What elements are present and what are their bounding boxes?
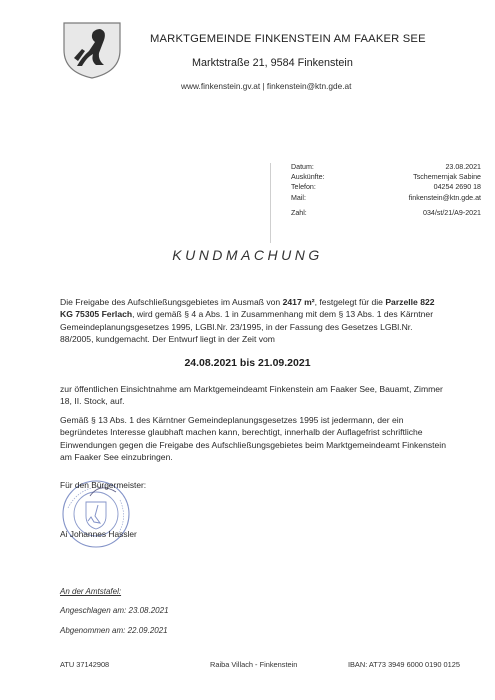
- meta-value: finkenstein@ktn.gde.at: [408, 194, 481, 202]
- inspection-paragraph: zur öffentlichen Einsichtnahme am Marktgemeindeamt Finkenstein am Faaker See, Bauamt, Zimmer 18, II. Stock, auf.: [60, 384, 443, 407]
- objection-paragraph: Gemäß § 13 Abs. 1 des Kärntner Gemeindeplanungsgesetzes 1995 ist jedermann, der ein begründetes Interesse glaubhaft machen kann, berechtigt, innerhalb der Auflagefrist schriftliche Einwendungen gegen die Freigabe des Aufschließungsgebietes beim Marktgemeindeamt Finkenstein am Faaker See einzubringen.: [60, 415, 447, 463]
- municipality-address: Marktstraße 21, 9584 Finkenstein: [192, 57, 353, 69]
- signatory-name: Ai Johannes Hassler: [60, 529, 137, 539]
- announcement-paragraph: [60, 296, 448, 346]
- bank-name: Raiba Villach - Finkenstein: [210, 660, 298, 669]
- area-value: 2417 m²: [282, 297, 315, 307]
- meta-key: Datum:: [291, 163, 314, 171]
- paragraph-text: , wird gemäß § 4 a Abs. 1 in Zusammenhang mit dem § 13 Abs. 1 des Kärntner Gemeindeplanungsgesetzes 1995, LGBl.Nr. 23/1995, in der Fassung des Gesetzes LGBl.Nr. 88/2005, kundgemacht. Der Entwurf liegt in der Zeit vom: [60, 309, 434, 345]
- signature-label: Für den Bürgermeister:: [60, 480, 147, 490]
- meta-key: Mail:: [291, 194, 306, 202]
- meta-value: 23.08.2021: [445, 163, 481, 171]
- paragraph-text: , festgelegt für die: [314, 297, 386, 307]
- display-period: 24.08.2021 bis 21.09.2021: [184, 357, 311, 369]
- vat-number: ATU 37142908: [60, 660, 110, 669]
- meta-value: Tschemernjak Sabine: [413, 173, 481, 181]
- reference-info-block: [270, 163, 481, 243]
- municipality-contact: www.finkenstein.gv.at | finkenstein@ktn.gde.at: [181, 81, 352, 91]
- meta-key: Auskünfte:: [291, 173, 325, 181]
- meta-key: Zahl:: [291, 209, 307, 217]
- municipal-crest-icon: [60, 20, 124, 80]
- iban: IBAN: AT73 3949 6000 0190 0125: [347, 660, 460, 669]
- document-headline: KUNDMACHUNG: [172, 247, 323, 263]
- notice-board-title: An der Amtstafel:: [60, 587, 122, 596]
- meta-value: 034/st/21/A9-2021: [423, 209, 481, 217]
- removed-date: Abgenommen am: 22.09.2021: [60, 626, 168, 635]
- meta-value: 04254 2690 18: [433, 183, 481, 191]
- municipality-title: MARKTGEMEINDE FINKENSTEIN AM FAAKER SEE: [150, 33, 426, 45]
- paragraph-text: Die Freigabe des Aufschließungsgebietes im Ausmaß von: [60, 297, 283, 307]
- parcel-reference: Parzelle 822 KG 75305 Ferlach: [60, 297, 435, 320]
- posted-date: Angeschlagen am: 23.08.2021: [60, 606, 169, 615]
- meta-key: Telefon:: [291, 183, 316, 191]
